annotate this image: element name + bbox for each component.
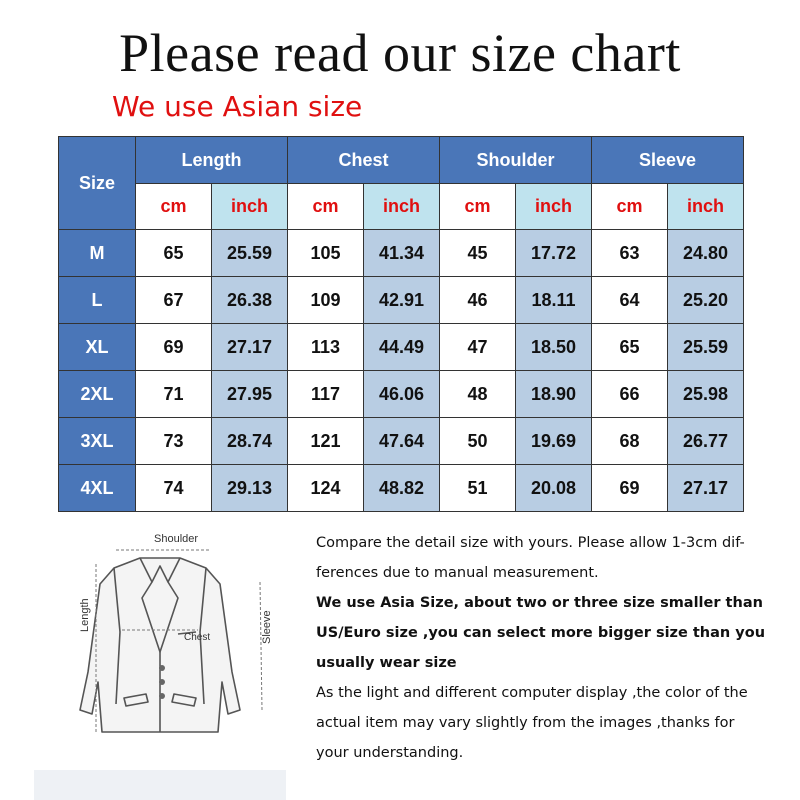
subtitle: We use Asian size — [112, 90, 363, 123]
inch-value: 48.82 — [364, 465, 440, 512]
size-rows — [59, 230, 744, 512]
desc-bold-3: usually wear size — [316, 655, 457, 671]
cm-value: 66 — [592, 371, 668, 418]
inch-value: 47.64 — [364, 418, 440, 465]
cm-value: 46 — [440, 277, 516, 324]
cm-value: 69 — [592, 465, 668, 512]
unit-header-row — [59, 184, 744, 230]
inch-value: 18.50 — [516, 324, 592, 371]
cm-value: 74 — [136, 465, 212, 512]
desc-line-4: actual item may vary slightly from the images ,thanks for — [316, 715, 735, 731]
cm-value: 67 — [136, 277, 212, 324]
table-row — [59, 230, 744, 277]
inch-value: 27.95 — [212, 371, 288, 418]
inch-value: 26.77 — [668, 418, 744, 465]
desc-bold-2: US/Euro size ,you can select more bigger size than you — [316, 625, 766, 641]
size-label: 3XL — [59, 418, 136, 465]
inch-value: 29.13 — [212, 465, 288, 512]
table-row — [59, 277, 744, 324]
inch-value: 25.59 — [668, 324, 744, 371]
desc-bold-1: We use Asia Size, about two or three size smaller than — [316, 595, 763, 611]
cm-value: 65 — [136, 230, 212, 277]
inch-value: 25.59 — [212, 230, 288, 277]
cm-value: 63 — [592, 230, 668, 277]
inch-value: 25.20 — [668, 277, 744, 324]
table-row — [59, 418, 744, 465]
inch-value: 26.38 — [212, 277, 288, 324]
unit-inch: inch — [668, 184, 744, 230]
cm-value: 51 — [440, 465, 516, 512]
inch-value: 24.80 — [668, 230, 744, 277]
unit-inch: inch — [364, 184, 440, 230]
inch-value: 18.11 — [516, 277, 592, 324]
unit-cm: cm — [136, 184, 212, 230]
unit-cm: cm — [440, 184, 516, 230]
cm-value: 117 — [288, 371, 364, 418]
size-label: M — [59, 230, 136, 277]
table-row — [59, 324, 744, 371]
inch-value: 41.34 — [364, 230, 440, 277]
size-label: 4XL — [59, 465, 136, 512]
inch-value: 42.91 — [364, 277, 440, 324]
size-chart-table — [58, 136, 744, 512]
size-label: 2XL — [59, 371, 136, 418]
table-row — [59, 465, 744, 512]
table-row — [59, 371, 744, 418]
desc-line-2: ferences due to manual measurement. — [316, 565, 599, 581]
inch-value: 19.69 — [516, 418, 592, 465]
chest-label: Chest — [184, 632, 211, 643]
size-description — [316, 528, 776, 768]
inch-value: 46.06 — [364, 371, 440, 418]
cm-value: 109 — [288, 277, 364, 324]
unit-inch: inch — [516, 184, 592, 230]
page-title: Please read our size chart — [119, 23, 681, 83]
unit-cm: cm — [592, 184, 668, 230]
inch-value: 17.72 — [516, 230, 592, 277]
unit-cm: cm — [288, 184, 364, 230]
inch-value: 28.74 — [212, 418, 288, 465]
group-header-shoulder: Shoulder — [440, 137, 592, 184]
length-label: Length — [79, 598, 91, 632]
cm-value: 45 — [440, 230, 516, 277]
sleeve-label: Sleeve — [261, 610, 273, 644]
cm-value: 69 — [136, 324, 212, 371]
group-header-length: Length — [136, 137, 288, 184]
cm-value: 113 — [288, 324, 364, 371]
size-label: L — [59, 277, 136, 324]
cm-value: 71 — [136, 371, 212, 418]
cm-value: 50 — [440, 418, 516, 465]
bottom-strip — [34, 770, 286, 800]
cm-value: 68 — [592, 418, 668, 465]
cm-value: 124 — [288, 465, 364, 512]
unit-inch: inch — [212, 184, 288, 230]
size-header: Size — [59, 137, 136, 230]
group-header-sleeve: Sleeve — [592, 137, 744, 184]
cm-value: 48 — [440, 371, 516, 418]
cm-value: 47 — [440, 324, 516, 371]
shoulder-label: Shoulder — [154, 533, 199, 545]
cm-value: 73 — [136, 418, 212, 465]
inch-value: 44.49 — [364, 324, 440, 371]
desc-line-3: As the light and different computer display ,the color of the — [316, 685, 748, 701]
inch-value: 18.90 — [516, 371, 592, 418]
cm-value: 121 — [288, 418, 364, 465]
table-header-row — [59, 137, 744, 184]
cm-value: 64 — [592, 277, 668, 324]
group-header-chest: Chest — [288, 137, 440, 184]
size-label: XL — [59, 324, 136, 371]
cm-value: 105 — [288, 230, 364, 277]
inch-value: 25.98 — [668, 371, 744, 418]
cm-value: 65 — [592, 324, 668, 371]
inch-value: 27.17 — [212, 324, 288, 371]
inch-value: 20.08 — [516, 465, 592, 512]
inch-value: 27.17 — [668, 465, 744, 512]
jacket-measurement-diagram — [30, 522, 292, 767]
desc-line-5: your understanding. — [316, 745, 464, 761]
desc-line-1: Compare the detail size with yours. Please allow 1-3cm dif- — [316, 535, 745, 551]
